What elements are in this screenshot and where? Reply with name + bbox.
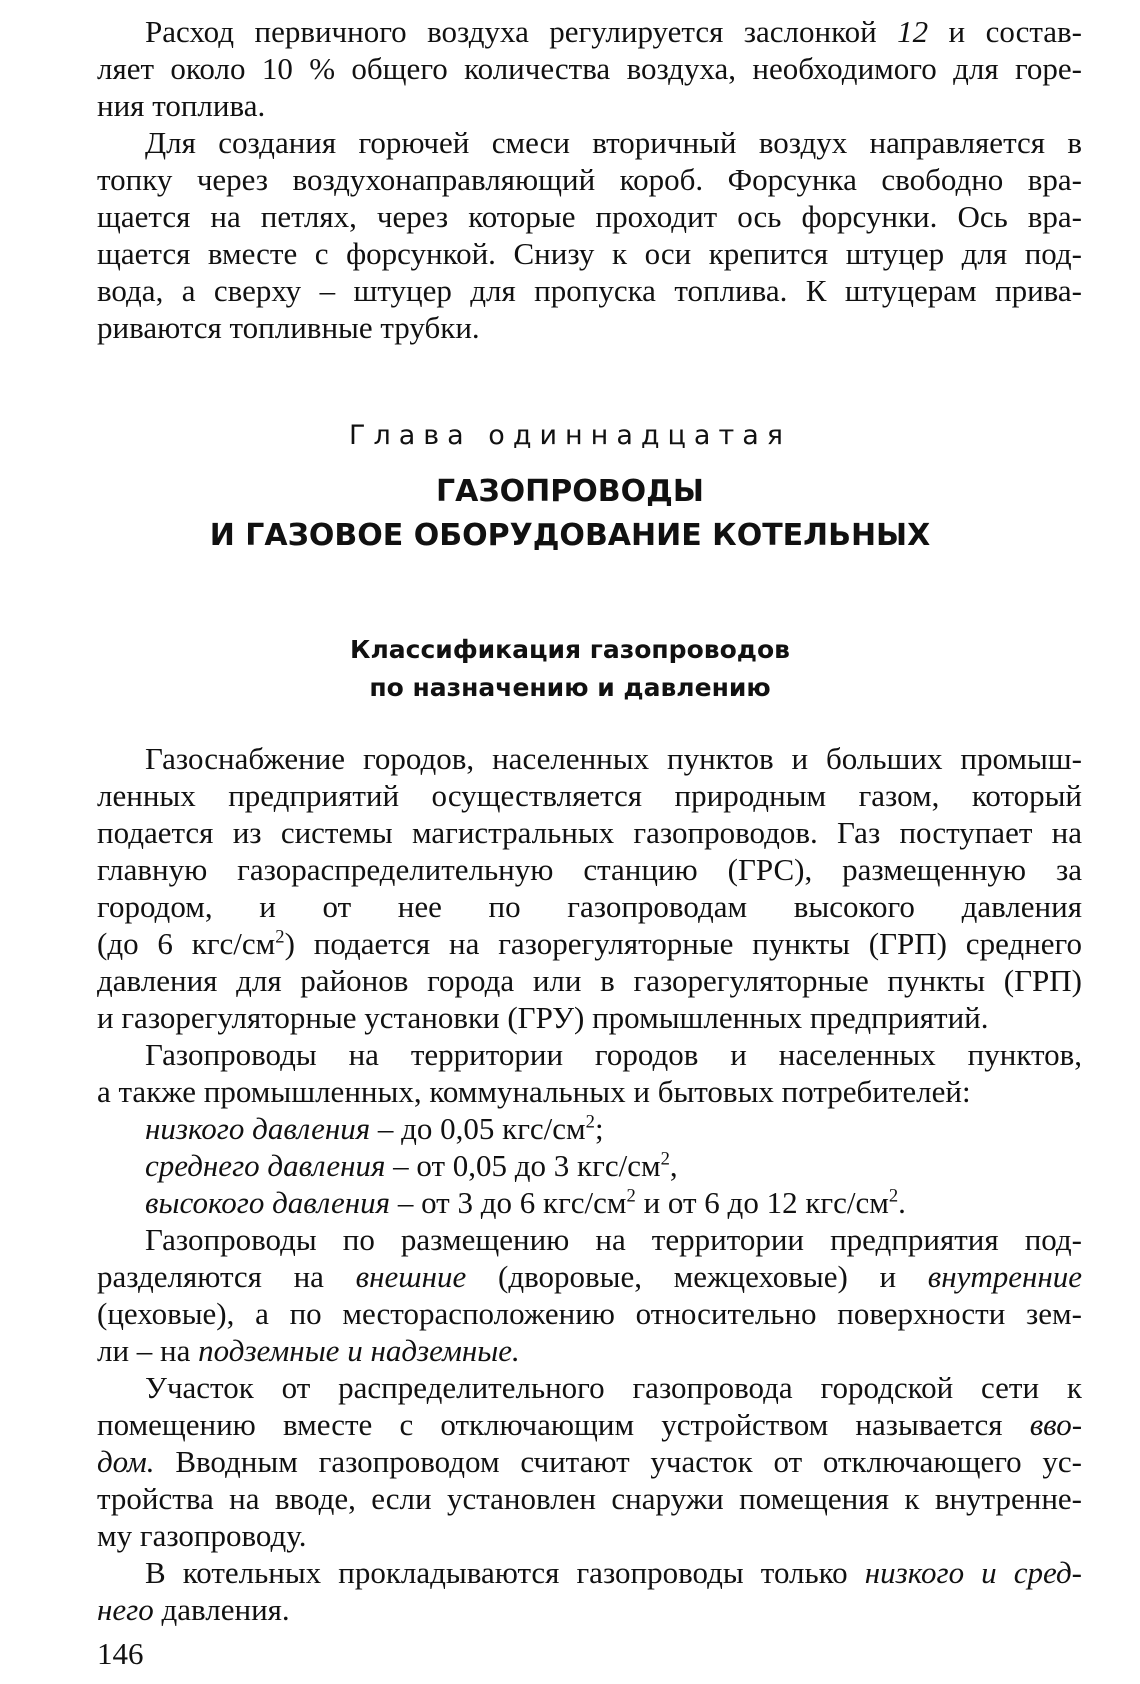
text-line [97,1444,1082,1480]
emphasis: вво- [1029,1407,1083,1442]
superscript: 2 [888,1185,899,1207]
text-fragment: – до 0,05 кгс/см [370,1111,586,1146]
text-fragment: и от 6 до 12 кгс/см [635,1185,889,1220]
text-fragment: (дворовые, межцеховые) и [498,1259,897,1294]
superscript: 2 [660,1148,670,1170]
text-line: Газопроводы по размещению на территории предприятия под- [145,1222,1082,1257]
text-fragment: и состав- [948,14,1083,49]
text-line: Газопроводы на территории городов и населенных пунктов, [145,1037,1082,1072]
list-item [145,1111,1082,1147]
emphasis: внутренние [927,1259,1083,1294]
list-item [145,1185,1082,1221]
text-line [145,14,1082,50]
superscript: 2 [585,1111,595,1133]
text-line: риваются топливные трубки. [97,310,480,345]
superscript: 2 [626,1185,636,1207]
text-line [97,1592,1082,1628]
text-line: щается на петлях, через которые проходит ось форсунки. Ось вра- [97,199,1082,234]
text-fragment: , [669,1148,678,1183]
text-fragment: давления. [161,1592,290,1627]
text-fragment: . [898,1185,906,1220]
section-title: Классификация газопроводов [350,635,790,664]
text-line: ляет около 10 % общего количества воздуха, необходимого для горе- [97,51,1082,86]
page-number: 146 [97,1636,144,1671]
figure-reference: 12 [897,14,929,49]
superscript: 2 [275,926,285,948]
list-term: низкого давления [145,1111,371,1146]
text-line: городом, и от нее по газопроводам высокого давления [97,889,1082,924]
text-fragment: ; [594,1111,604,1146]
text-fragment: (до 6 кгс/см [97,926,276,961]
chapter-label: Глава одиннадцатая [348,420,791,451]
text-line: топку через воздухонаправляющий короб. Форсунка свободно вра- [97,162,1082,197]
text-line: тройства на вводе, если установлен снаружи помещения к внутренне- [97,1481,1082,1516]
text-fragment: Вводным газопроводом считают участок от отключающего ус- [175,1444,1083,1479]
text-fragment: ли – на [97,1333,191,1368]
text-line [97,1259,1082,1295]
emphasis: него [97,1592,154,1627]
text-line: щается вместе с форсункой. Снизу к оси крепится штуцер для под- [97,236,1082,271]
text-fragment: помещению вместе с отключающим устройством называется [97,1407,1003,1442]
emphasis: дом. [97,1444,155,1479]
text-fragment: В котельных прокладываются газопроводы только [145,1555,848,1590]
text-fragment: – от 3 до 6 кгс/см [390,1185,627,1220]
text-line: давления для районов города или в газорегуляторные пункты (ГРП) [97,963,1082,998]
text-fragment: Расход первичного воздуха регулируется заслонкой [145,14,877,49]
emphasis: низкого и сред- [864,1555,1083,1590]
text-line [97,926,1082,962]
list-item [145,1148,1082,1184]
chapter-title: И ГАЗОВОЕ ОБОРУДОВАНИЕ КОТЕЛЬНЫХ [209,518,931,553]
text-line: Для создания горючей смеси вторичный воздух направляется в [145,125,1082,160]
list-term: высокого давления [145,1185,391,1220]
section-title: по назначению и давлению [369,673,771,702]
text-fragment: разделяются на [97,1259,324,1294]
chapter-title: ГАЗОПРОВОДЫ [436,474,704,509]
text-line: Участок от распределительного газопровода городской сети к [145,1370,1082,1405]
text-line: му газопроводу. [97,1518,307,1553]
text-line: а также промышленных, коммунальных и бытовых потребителей: [97,1074,971,1109]
list-term: среднего давления [145,1148,386,1183]
text-line: подается из системы магистральных газопроводов. Газ поступает на [97,815,1082,850]
text-line: главную газораспределительную станцию (ГРС), размещенную за [97,852,1082,887]
text-fragment: ) подается на газорегуляторные пункты (ГРП) среднего [284,926,1082,961]
text-fragment: – от 0,05 до 3 кгс/см [385,1148,661,1183]
text-line: ния топлива. [97,88,266,123]
emphasis: внешние [355,1259,467,1294]
text-line: (цеховые), а по месторасположению относительно поверхности зем- [97,1296,1082,1331]
text-line: ленных предприятий осуществляется природным газом, который [97,778,1082,813]
text-line [145,1555,1082,1591]
emphasis: подземные и надземные. [198,1333,520,1368]
text-line: и газорегуляторные установки (ГРУ) промышленных предприятий. [97,1000,989,1035]
text-line: вода, а сверху – штуцер для пропуска топлива. К штуцерам прива- [97,273,1082,308]
text-line: Газоснабжение городов, населенных пунктов и больших промыш- [145,741,1082,776]
text-line [97,1333,1082,1369]
text-line [97,1407,1082,1443]
